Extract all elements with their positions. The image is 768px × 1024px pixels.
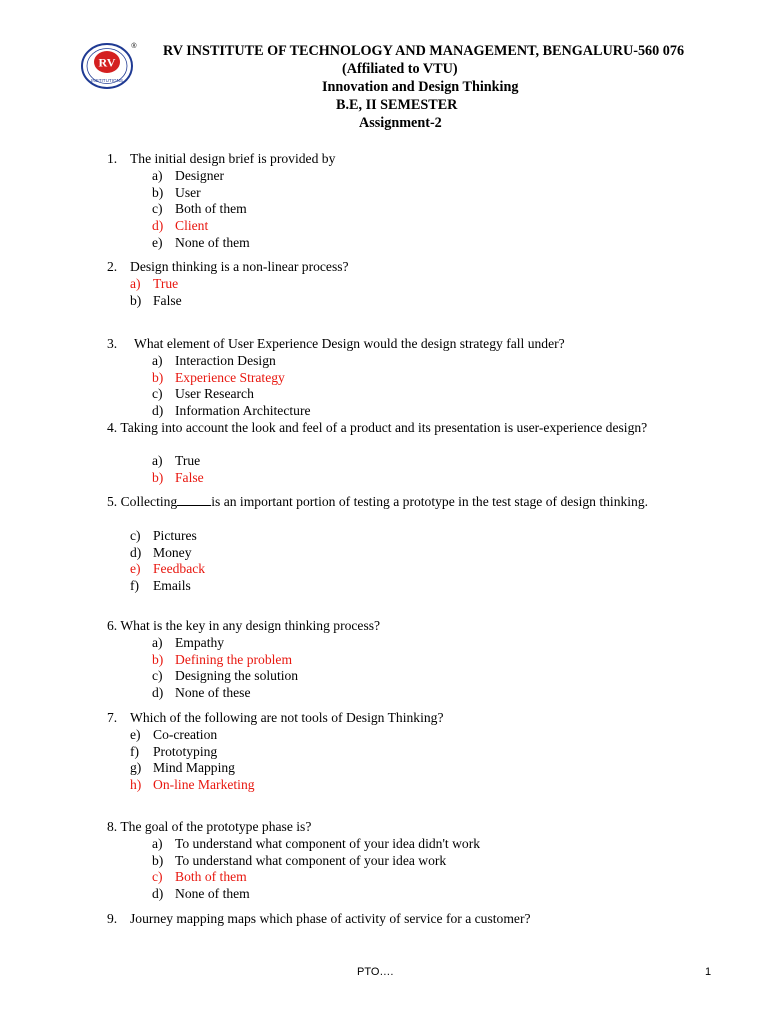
subject-title: Innovation and Design Thinking (322, 79, 519, 95)
option-text: Defining the problem (175, 651, 293, 667)
option-text: Emails (153, 578, 191, 594)
option-label: d) (130, 544, 142, 560)
question-text: 6. What is the key in any design thinking process? (107, 618, 381, 633)
logo-text: RV (98, 55, 116, 70)
question-5 (107, 494, 707, 511)
option-text: None of them (175, 234, 250, 250)
option-label: c) (152, 201, 163, 217)
question-number: 2. (107, 259, 118, 274)
option-text: Prototyping (153, 743, 218, 759)
option-label: a) (152, 635, 163, 650)
option-text: Client (175, 218, 209, 234)
option-label: e) (130, 727, 141, 742)
question-number: 7. (107, 710, 118, 725)
option-text: To understand what component of your idea work (175, 852, 447, 868)
option-label: d) (152, 403, 164, 419)
assignment-title: Assignment-2 (359, 115, 442, 131)
question-6 (107, 618, 380, 635)
option-text: Designer (175, 168, 225, 183)
option-text: To understand what component of your idea didn't work (175, 836, 481, 851)
question-text-after: is an important portion of testing a prototype in the test stage of design thinking. (211, 494, 649, 509)
option-label: d) (152, 218, 164, 234)
option-label: b) (152, 369, 164, 385)
option-label: b) (130, 292, 142, 308)
option-text: Both of them (175, 201, 247, 217)
option-label: c) (152, 869, 163, 885)
question-text: 8. The goal of the prototype phase is? (107, 819, 312, 834)
option-text: Co-creation (153, 727, 218, 742)
option-label: c) (130, 528, 141, 543)
option-text: False (175, 469, 204, 485)
question-number: 3. (107, 336, 118, 351)
option-label: c) (152, 386, 163, 402)
question-text: Design thinking is a non-linear process? (130, 259, 349, 274)
question-text: Journey mapping maps which phase of activity of service for a customer? (130, 911, 531, 926)
option-label: a) (152, 453, 163, 468)
option-text: True (153, 276, 179, 291)
option-label: b) (152, 651, 164, 667)
option-text: User (175, 184, 201, 200)
option-text: None of them (175, 886, 250, 902)
option-label: a) (152, 168, 163, 183)
question-text: What element of User Experience Design would the design strategy fall under? (134, 336, 565, 351)
semester: B.E, II SEMESTER (336, 97, 458, 113)
option-text: False (153, 292, 182, 308)
option-label: f) (130, 743, 140, 759)
registered-mark: ® (131, 43, 137, 50)
option-text: Information Architecture (175, 403, 311, 419)
logo-ring-text: INSTITUTIONS (91, 78, 123, 83)
option-text: Both of them (175, 869, 247, 885)
option-label: b) (152, 469, 164, 485)
option-text: Feedback (153, 561, 206, 577)
option-label: c) (152, 668, 163, 684)
option-label: g) (130, 760, 142, 776)
pto-note: PTO…. (357, 966, 394, 978)
option-text: On-line Marketing (153, 777, 255, 793)
option-label: f) (130, 578, 140, 594)
option-text: Mind Mapping (153, 760, 235, 776)
question-number: 9. (107, 911, 118, 926)
institute-name: RV INSTITUTE OF TECHNOLOGY AND MANAGEMENT, BENGALURU-560 076 (163, 43, 685, 59)
option-label: b) (152, 184, 164, 200)
question-4 (107, 420, 707, 437)
question-text-before: 5. Collecting (107, 494, 178, 509)
option-text: Money (153, 544, 192, 560)
option-text: Empathy (175, 635, 225, 650)
option-label: e) (152, 234, 163, 250)
question-text: Which of the following are not tools of Design Thinking? (130, 710, 444, 725)
option-label: h) (130, 777, 142, 793)
rv-logo (80, 40, 138, 90)
affiliation: (Affiliated to VTU) (342, 61, 458, 77)
fill-in-blank (177, 494, 211, 506)
question-text: The initial design brief is provided by (130, 151, 336, 166)
option-label: d) (152, 886, 164, 902)
option-label: e) (130, 561, 141, 577)
option-label: a) (130, 276, 141, 291)
option-text: Designing the solution (175, 668, 299, 684)
option-text: Pictures (153, 528, 197, 543)
option-label: a) (152, 836, 163, 851)
question-8 (107, 819, 311, 836)
option-text: Experience Strategy (175, 369, 285, 385)
option-text: True (175, 453, 201, 468)
option-text: User Research (175, 386, 254, 402)
question-number: 1. (107, 151, 118, 166)
page-number: 1 (705, 966, 712, 978)
option-text: None of these (175, 685, 251, 701)
option-text: Interaction Design (175, 353, 276, 368)
question-text: 4. Taking into account the look and feel of a product and its presentation is user-experience design? (107, 420, 648, 435)
option-label: d) (152, 685, 164, 701)
option-label: a) (152, 353, 163, 368)
option-label: b) (152, 852, 164, 868)
